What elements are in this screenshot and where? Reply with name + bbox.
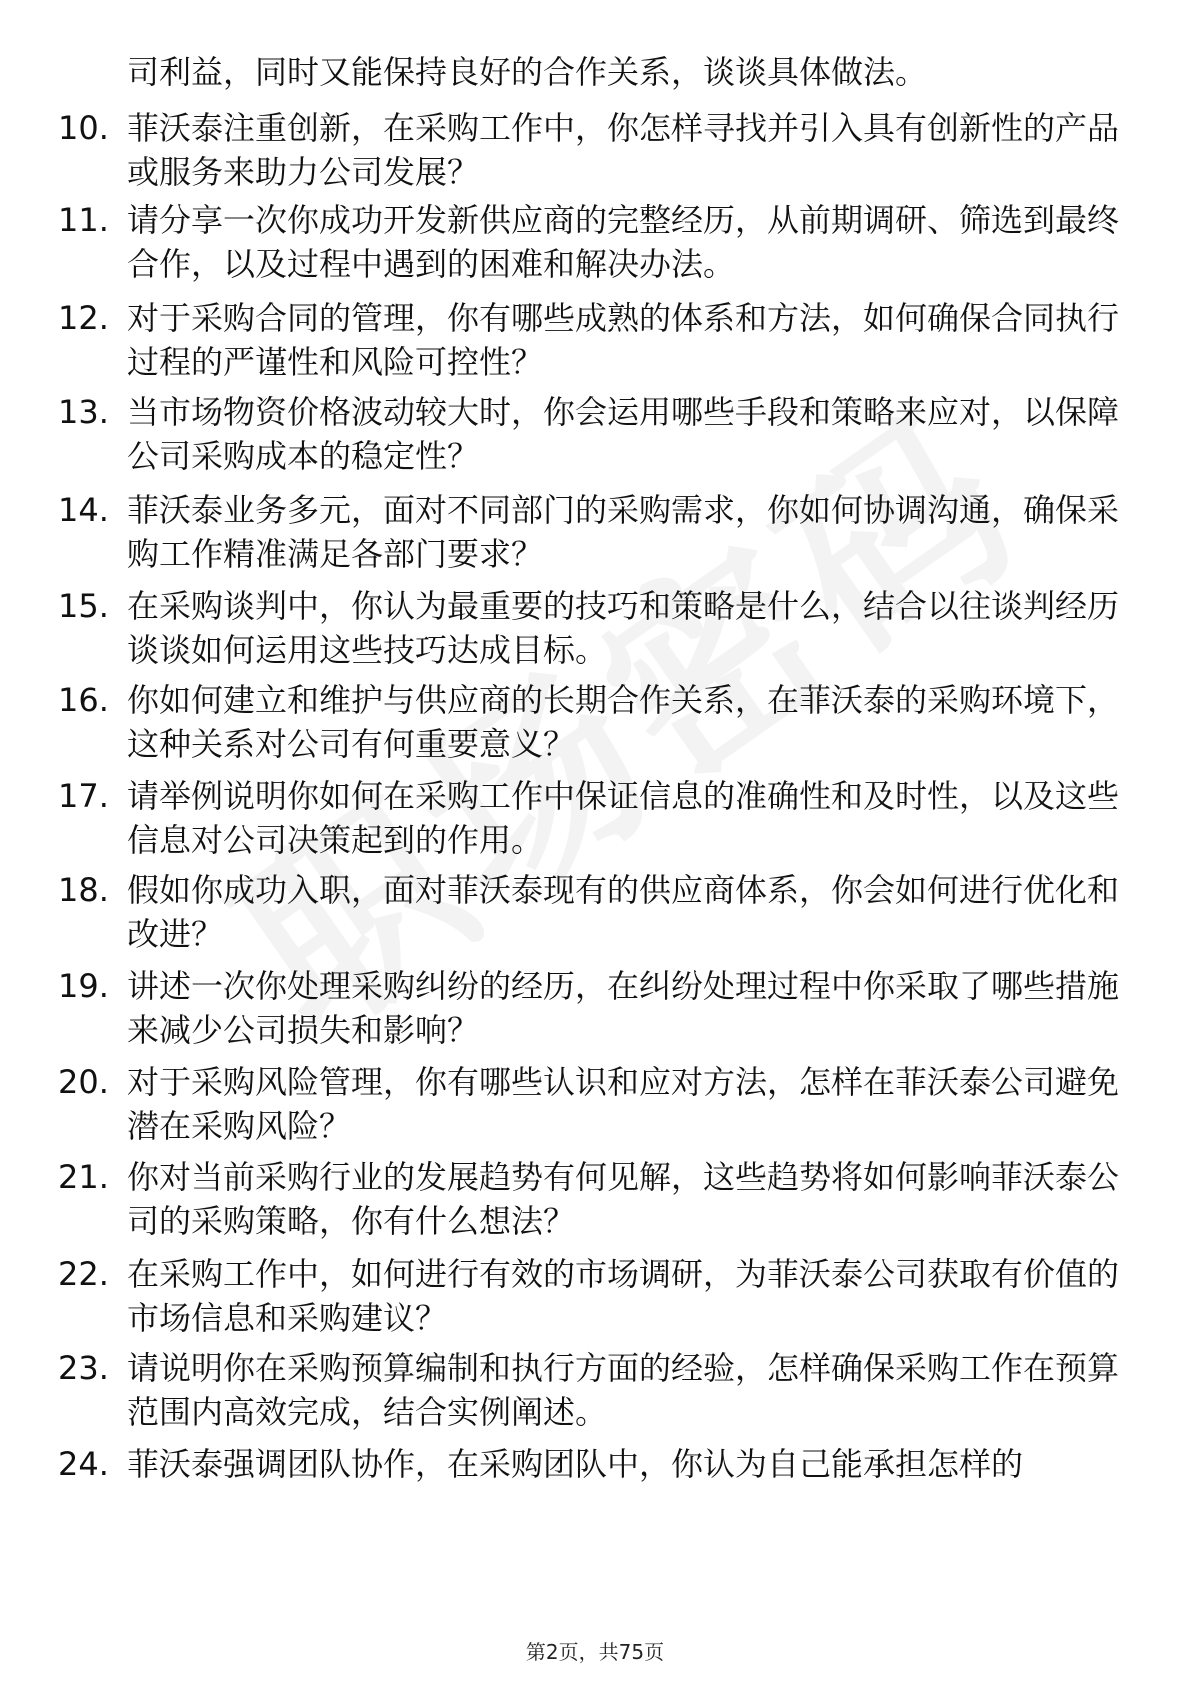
- question-item: [58, 1060, 1128, 1148]
- question-text: 菲沃泰业务多元，面对不同部门的采购需求，你如何协调沟通，确保采购工作精准满足各部门要求？: [127, 491, 1120, 573]
- question-text: 在采购工作中，如何进行有效的市场调研，为菲沃泰公司获取有价值的市场信息和采购建议？: [127, 1255, 1120, 1337]
- question-number: 17.: [58, 777, 109, 815]
- question-text: 对于采购合同的管理，你有哪些成熟的体系和方法，如何确保合同执行过程的严谨性和风险可控性？: [127, 299, 1120, 381]
- question-number: 16.: [58, 681, 109, 719]
- question-text: 请举例说明你如何在采购工作中保证信息的准确性和及时性，以及这些信息对公司决策起到的作用。: [127, 777, 1120, 859]
- question-text: 对于采购风险管理，你有哪些认识和应对方法，怎样在菲沃泰公司避免潜在采购风险？: [127, 1063, 1120, 1145]
- question-number: 20.: [58, 1063, 109, 1101]
- question-number: 12.: [58, 299, 109, 337]
- question-number: 13.: [58, 393, 109, 431]
- question-text: 在采购谈判中，你认为最重要的技巧和策略是什么，结合以往谈判经历谈谈如何运用这些技巧达成目标。: [127, 587, 1120, 669]
- question-item: [58, 1442, 1128, 1486]
- question-number: 11.: [58, 201, 109, 239]
- question-text: 讲述一次你处理采购纠纷的经历，在纠纷处理过程中你采取了哪些措施来减少公司损失和影响？: [127, 967, 1120, 1049]
- question-item: [58, 390, 1128, 478]
- question-text: 当市场物资价格波动较大时，你会运用哪些手段和策略来应对，以保障公司采购成本的稳定性？: [127, 393, 1120, 475]
- question-item: [58, 488, 1128, 576]
- question-number: 21.: [58, 1158, 109, 1196]
- question-text: 你对当前采购行业的发展趋势有何见解，这些趋势将如何影响菲沃泰公司的采购策略，你有什么想法？: [127, 1158, 1120, 1240]
- question-text: 请分享一次你成功开发新供应商的完整经历，从前期调研、筛选到最终合作，以及过程中遇到的困难和解决办法。: [127, 201, 1120, 283]
- question-text: 假如你成功入职，面对菲沃泰现有的供应商体系，你会如何进行优化和改进？: [127, 871, 1120, 953]
- question-text: 菲沃泰注重创新，在采购工作中，你怎样寻找并引入具有创新性的产品或服务来助力公司发展？: [127, 109, 1120, 191]
- question-number: 24.: [58, 1445, 109, 1483]
- question-number: 14.: [58, 491, 109, 529]
- question-text: 请说明你在采购预算编制和执行方面的经验，怎样确保采购工作在预算范围内高效完成，结合实例阐述。: [127, 1349, 1120, 1431]
- question-number: 22.: [58, 1255, 109, 1293]
- question-item: [58, 964, 1128, 1052]
- question-item: [58, 868, 1128, 956]
- question-number: 15.: [58, 587, 109, 625]
- question-item: [58, 198, 1128, 286]
- question-item: [58, 774, 1128, 862]
- question-item: [58, 296, 1128, 384]
- question-number: 23.: [58, 1349, 109, 1387]
- question-text: 你如何建立和维护与供应商的长期合作关系，在菲沃泰的采购环境下，这种关系对公司有何重要意义？: [127, 681, 1120, 763]
- question-number: 18.: [58, 871, 109, 909]
- question-item: [58, 1346, 1128, 1434]
- question-number: 19.: [58, 967, 109, 1005]
- question-item: [58, 1252, 1128, 1340]
- question-item: [58, 584, 1128, 672]
- continued-question-text: 司利益，同时又能保持良好的合作关系，谈谈具体做法。: [127, 53, 928, 91]
- question-item: [58, 1155, 1128, 1243]
- page-number-footer: 第2页，共75页: [525, 1640, 665, 1664]
- question-number: 10.: [58, 109, 109, 147]
- question-item: [58, 106, 1128, 194]
- question-text: 菲沃泰强调团队协作，在采购团队中，你认为自己能承担怎样的: [127, 1445, 1024, 1483]
- question-item: [58, 678, 1128, 766]
